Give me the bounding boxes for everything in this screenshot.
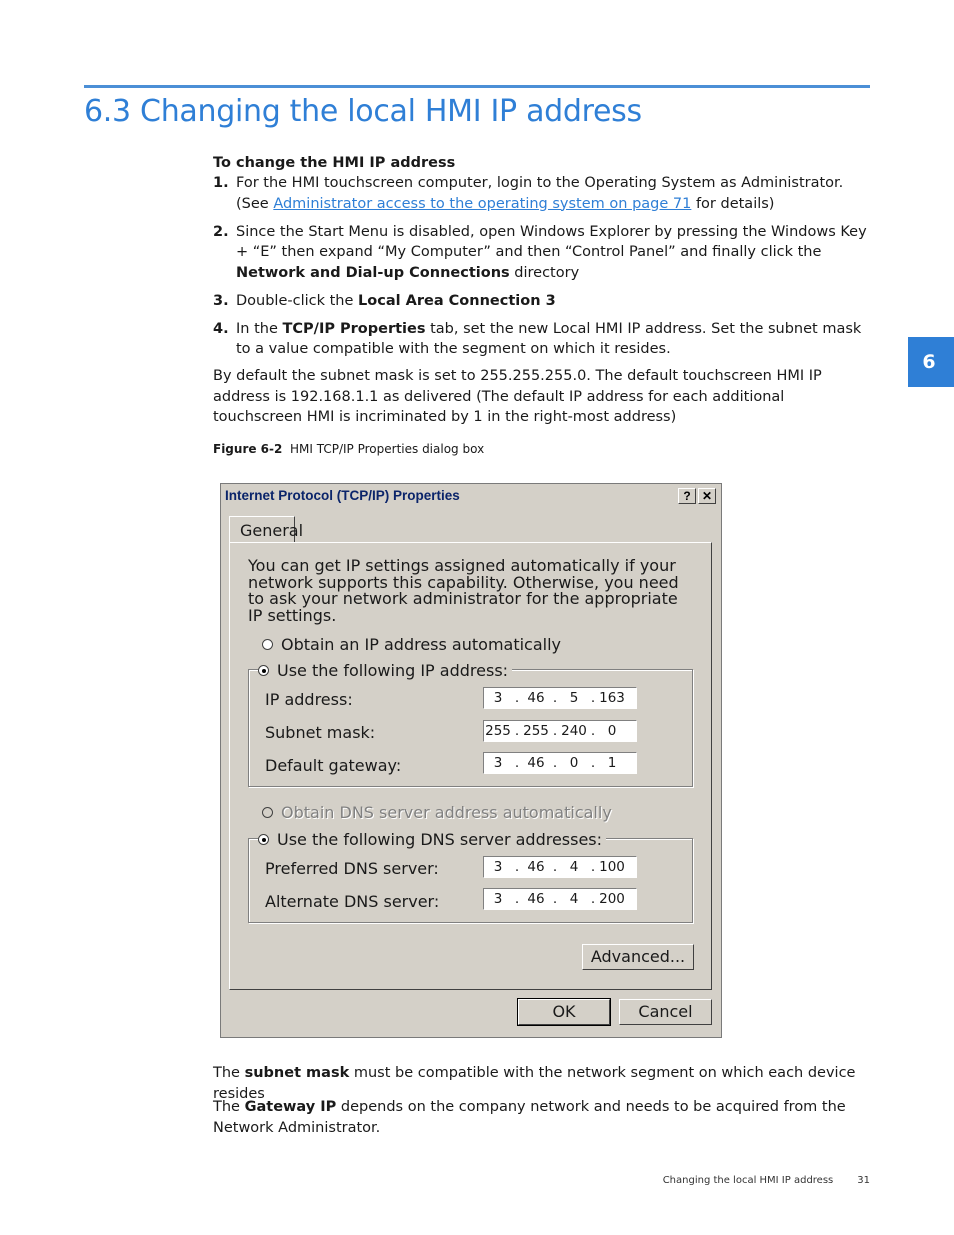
steps-list — [213, 173, 873, 367]
tab-general[interactable] — [229, 516, 304, 543]
default-gateway-label: Default gateway: — [265, 756, 402, 775]
dialog-title: Internet Protocol (TCP/IP) Properties — [225, 488, 460, 503]
chapter-tab: 6 — [908, 337, 954, 387]
figure-label: Figure 6-2 — [213, 442, 283, 456]
alternate-dns-input[interactable]: 3 . 46 . 4 . 200 — [483, 888, 637, 910]
ip-address-label: IP address: — [265, 690, 353, 709]
advanced-button[interactable]: Advanced... — [582, 944, 694, 970]
step-number: 2. — [213, 223, 229, 240]
page-title: 6.3 Changing the local HMI IP address — [84, 94, 642, 129]
dialog-titlebar — [223, 486, 719, 506]
radio-ip-auto-label: Obtain an IP address automatically — [281, 635, 562, 654]
default-gateway-input[interactable]: 3 . 46 . 0 . 1 — [483, 752, 637, 774]
help-button[interactable]: ? — [678, 488, 696, 504]
footer-title: Changing the local HMI IP address — [662, 1175, 834, 1186]
admin-access-link[interactable]: Administrator access to the operating system on page 71 — [273, 195, 692, 212]
cancel-button[interactable]: Cancel — [619, 999, 712, 1025]
figure-caption — [213, 442, 484, 456]
subnet-note: The subnet mask must be compatible with the network segment on which each device resides — [213, 1065, 856, 1102]
radio-dns-manual[interactable] — [258, 830, 606, 849]
tab-general-label: General — [240, 521, 304, 540]
radio-unchecked-icon — [262, 639, 273, 650]
step-3 — [213, 291, 873, 312]
radio-ip-manual[interactable] — [258, 661, 512, 680]
radio-disabled-icon — [262, 807, 273, 818]
step-text: In the TCP/IP Properties tab, set the new Local HMI IP address. Set the subnet mask to a value compatible with the segment on which it resides. — [236, 320, 862, 357]
radio-dns-manual-label: Use the following DNS server addresses: — [277, 830, 603, 849]
subnet-mask-label: Subnet mask: — [265, 723, 376, 742]
default-settings-paragraph: By default the subnet mask is set to 255.255.255.0. The default touchscreen HMI IP address is 192.168.1.1 as delivered (The default IP address for each additional touchscreen HMI is incriminated by 1 in the right-most address) — [213, 368, 822, 425]
step-text: Double-click the Local Area Connection 3 — [236, 292, 556, 309]
figure-caption-text: HMI TCP/IP Properties dialog box — [290, 442, 485, 456]
radio-ip-manual-label: Use the following IP address: — [277, 661, 509, 680]
close-button[interactable]: ✕ — [698, 488, 716, 504]
step-1 — [213, 173, 873, 214]
heading-rule — [84, 85, 870, 88]
radio-ip-auto[interactable] — [262, 635, 561, 654]
preferred-dns-label: Preferred DNS server: — [265, 859, 439, 878]
step-4 — [213, 319, 873, 360]
intro-text: You can get IP settings assigned automatically if your network supports this capability. Otherwise, you need to ask your network administrator for the appropriate IP settings. — [248, 556, 679, 625]
step-text: For the HMI touchscreen computer, login to the Operating System as Administrator. (See Administrator access to the operating system on page 71 for details) — [236, 175, 844, 212]
step-number: 3. — [213, 292, 229, 309]
step-number: 4. — [213, 320, 229, 337]
ip-address-input[interactable]: 3 . 46 . 5 . 163 — [483, 687, 637, 709]
page-number: 31 — [857, 1175, 870, 1186]
radio-checked-icon — [258, 665, 269, 676]
radio-checked-icon — [258, 834, 269, 845]
procedure-heading: To change the HMI IP address — [213, 155, 456, 171]
step-2 — [213, 222, 873, 284]
preferred-dns-input[interactable]: 3 . 46 . 4 . 100 — [483, 856, 637, 878]
step-number: 1. — [213, 175, 229, 191]
gateway-note: The Gateway IP depends on the company network and needs to be acquired from the Network Administrator. — [213, 1099, 846, 1136]
page-footer — [663, 1175, 870, 1186]
alternate-dns-label: Alternate DNS server: — [265, 892, 440, 911]
ok-button[interactable]: OK — [518, 999, 610, 1025]
subnet-mask-input[interactable]: 255 . 255 . 240 . 0 — [483, 720, 637, 742]
step-text: Since the Start Menu is disabled, open Windows Explorer by pressing the Windows Key + “E” then expand “My Computer” and then “Control Panel” and finally click the Network and Dial-up Connections directory — [236, 223, 867, 281]
radio-dns-auto-label: Obtain DNS server address automatically — [281, 803, 612, 822]
radio-dns-auto — [262, 803, 612, 822]
